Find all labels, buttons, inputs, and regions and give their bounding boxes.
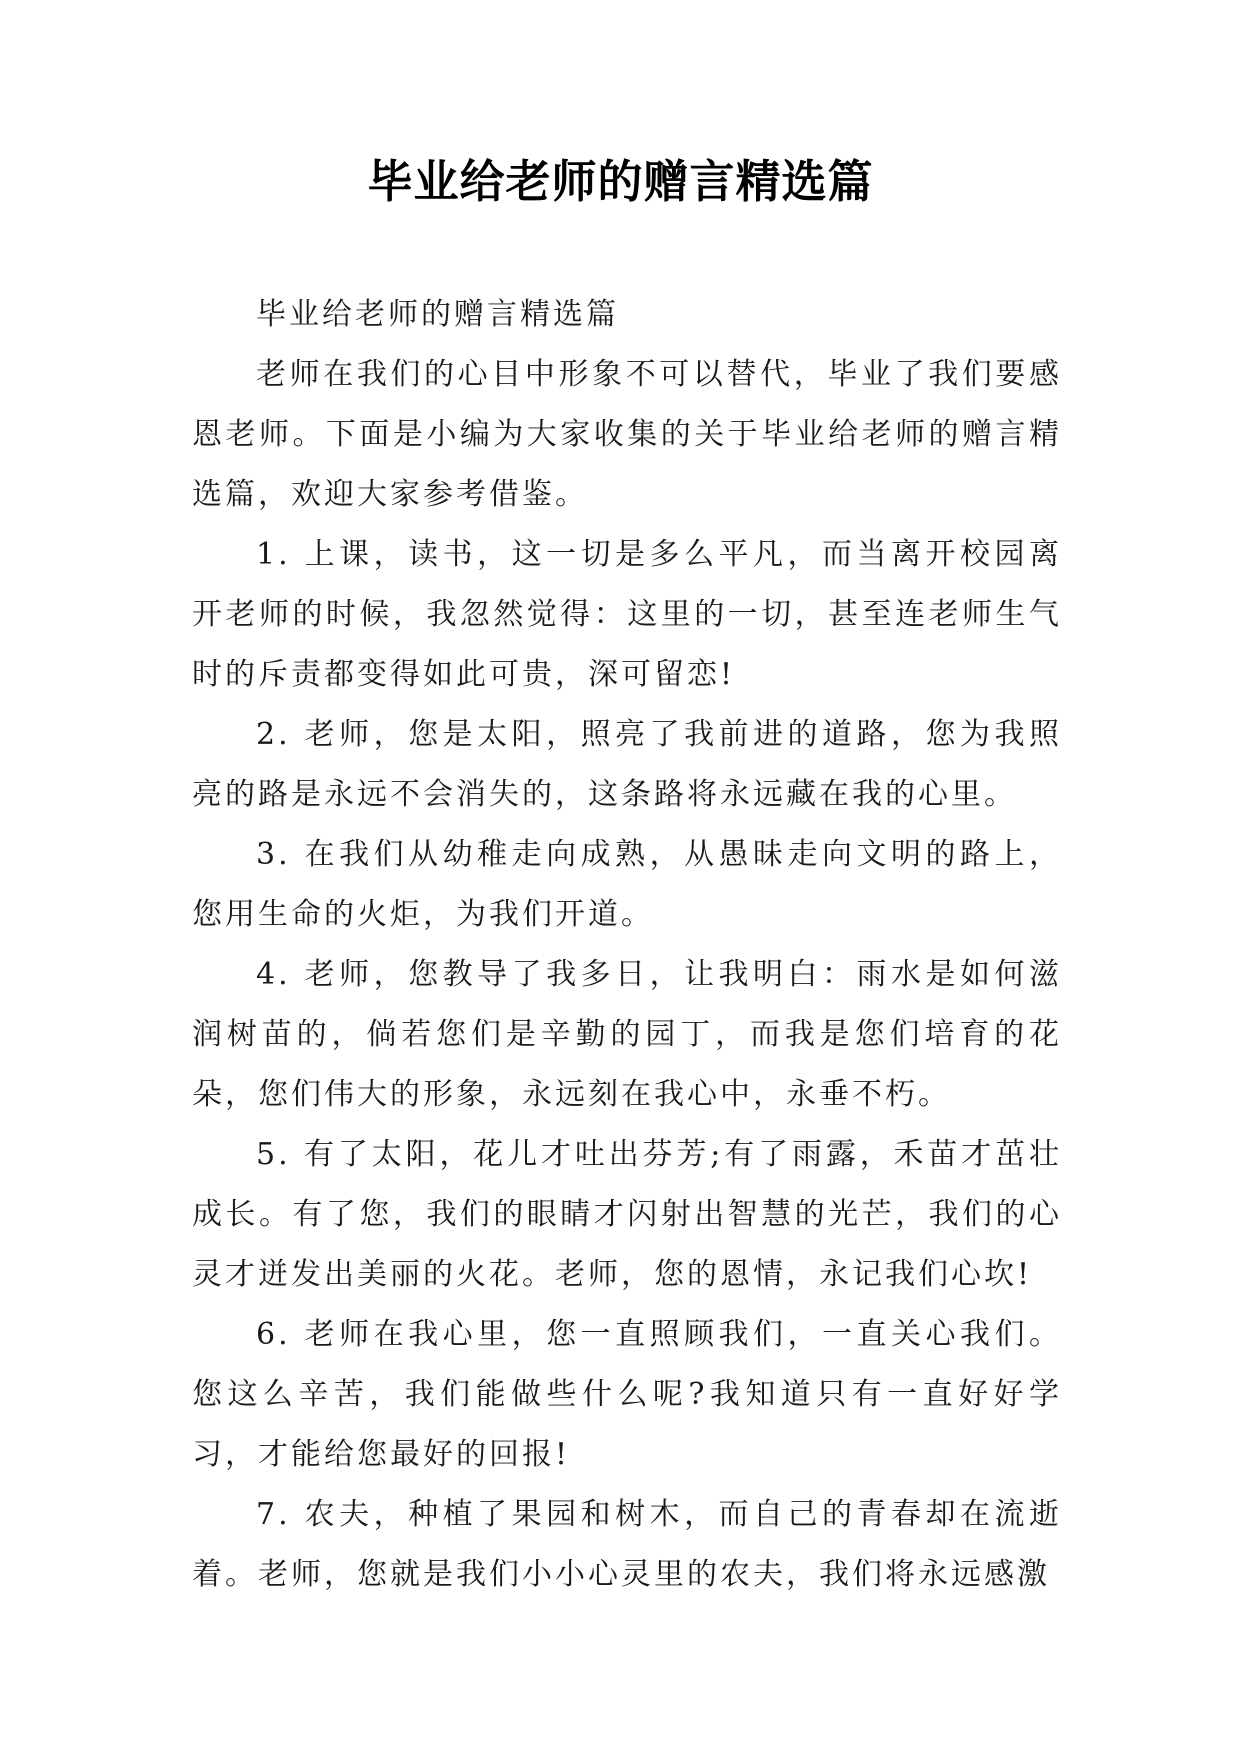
paragraph-item-1: 1. 上课，读书，这一切是多么平凡，而当离开校园离开老师的时候，我忽然觉得：这里的一切，甚至连老师生气时的斥责都变得如此可贵，深可留恋! (192, 537, 1062, 692)
paragraph-item-4: 4. 老师，您教导了我多日，让我明白：雨水是如何滋润树苗的，倘若您们是辛勤的园丁，而我是您们培育的花朵，您们伟大的形象，永远刻在我心中，永垂不朽。 (192, 957, 1062, 1112)
document-body (192, 285, 1062, 1605)
paragraph-intro: 老师在我们的心目中形象不可以替代，毕业了我们要感恩老师。下面是小编为大家收集的关于毕业给老师的赠言精选篇，欢迎大家参考借鉴。 (192, 357, 1062, 512)
paragraph-item-6: 6. 老师在我心里，您一直照顾我们，一直关心我们。您这么辛苦，我们能做些什么呢?我知道只有一直好好学习，才能给您最好的回报! (192, 1317, 1062, 1472)
paragraph-subtitle: 毕业给老师的赠言精选篇 (256, 297, 619, 332)
paragraph-item-7: 7. 农夫，种植了果园和树木，而自己的青春却在流逝着。老师，您就是我们小小心灵里的农夫，我们将永远感激 (192, 1497, 1062, 1592)
paragraph-item-3: 3. 在我们从幼稚走向成熟，从愚昧走向文明的路上，您用生命的火炬，为我们开道。 (192, 837, 1062, 932)
paragraph-item-2: 2. 老师，您是太阳，照亮了我前进的道路，您为我照亮的路是永远不会消失的，这条路将永远藏在我的心里。 (192, 717, 1062, 812)
paragraph-item-5: 5. 有了太阳，花儿才吐出芬芳;有了雨露，禾苗才茁壮成长。有了您，我们的眼睛才闪射出智慧的光芒，我们的心灵才迸发出美丽的火花。老师，您的恩情，永记我们心坎! (192, 1137, 1062, 1292)
document-title: 毕业给老师的赠言精选篇 (367, 155, 874, 208)
